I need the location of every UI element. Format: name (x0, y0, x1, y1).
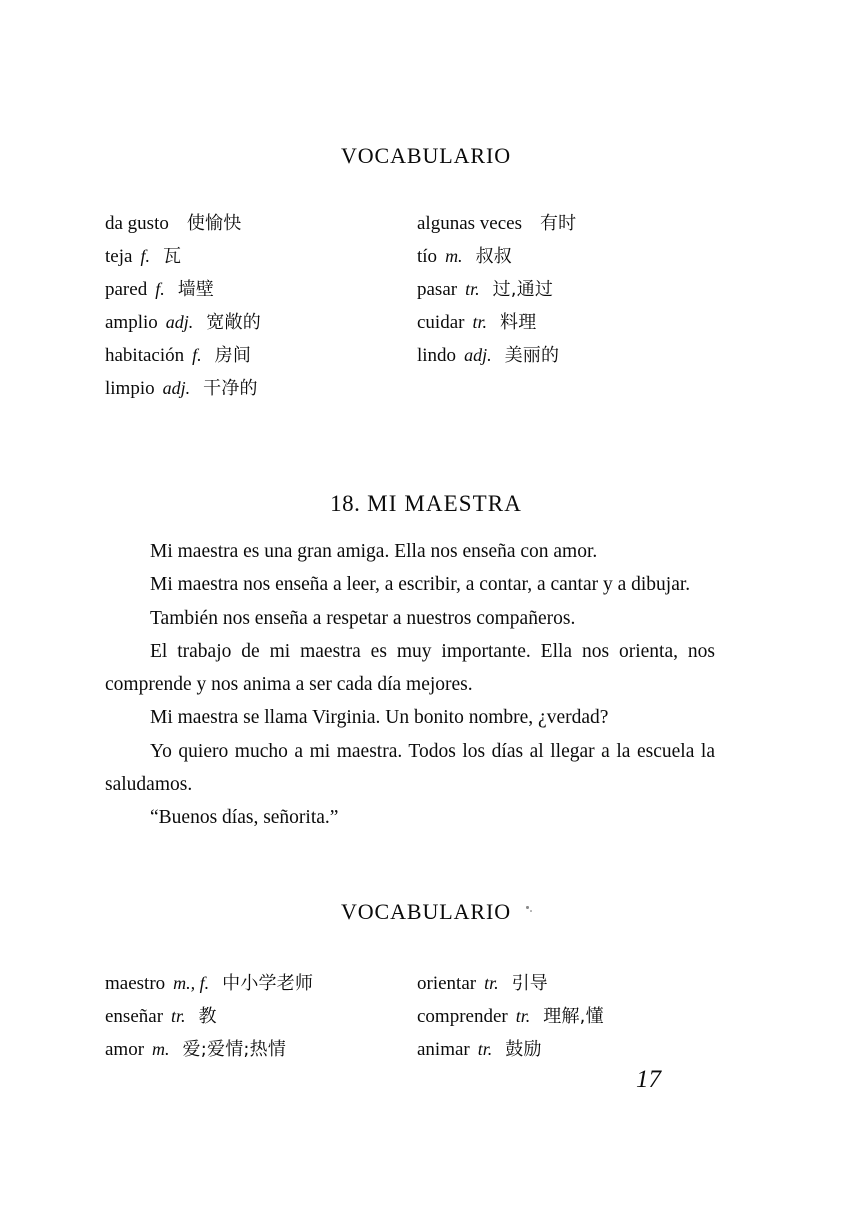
body-paragraph: Mi maestra es una gran amiga. Ella nos enseña con amor. (150, 541, 598, 562)
vocabulary-term: comprender (417, 1006, 508, 1027)
lesson-number: 18. (330, 491, 361, 516)
vocabulary-pos: tr. (472, 312, 487, 332)
vocabulary-pos: f. (192, 345, 202, 365)
vocabulary-term: da gusto (105, 213, 169, 234)
vocabulary-entry (417, 273, 755, 306)
vocabulary-top-section (105, 207, 755, 405)
vocabulary-term: orientar (417, 973, 477, 994)
vocabulary-pos: tr. (515, 1006, 531, 1026)
vocabulary-term: animar (417, 1039, 470, 1060)
vocabulary-pos: m. (152, 1039, 170, 1059)
body-paragraph: También nos enseña a respetar a nuestros compañeros. (150, 607, 576, 629)
vocabulary-gloss: 过,通过 (492, 279, 554, 300)
vocabulary-term: enseñar (105, 1006, 164, 1027)
scan-speck-icon (526, 906, 529, 909)
vocabulary-pos: m. (445, 246, 463, 266)
vocabulary-bottom-section (105, 967, 755, 1066)
vocabulary-gloss: 引导 (511, 973, 548, 994)
vocabulary-term: lindo (417, 345, 457, 366)
vocabulary-pos: adj. (165, 312, 194, 332)
vocabulary-gloss: 墙壁 (177, 279, 215, 300)
vocabulary-gloss: 中小学老师 (222, 973, 314, 994)
lesson-title (0, 491, 852, 517)
vocabulary-pos: tr. (484, 973, 499, 993)
vocabulary-term: pared (105, 279, 148, 300)
vocabulary-entry (105, 1000, 417, 1033)
vocabulary-entry (105, 967, 417, 1000)
vocabulary-gloss: 干净的 (203, 378, 258, 399)
vocabulary-top-right-column (417, 207, 755, 405)
vocabulary-entry (105, 240, 417, 273)
vocabulary-entry (417, 967, 755, 1000)
vocabulary-gloss: 理解,懂 (543, 1006, 604, 1027)
vocabulary-entry (105, 339, 417, 372)
vocabulary-top-left-column (105, 207, 417, 405)
vocabulary-gloss: 料理 (500, 312, 537, 333)
vocabulary-term: algunas veces (417, 213, 522, 234)
vocabulary-gloss: 有时 (539, 213, 577, 234)
vocabulary-gloss: 瓦 (162, 246, 182, 267)
vocabulary-entry (417, 1033, 755, 1066)
vocabulary-gloss: 教 (198, 1006, 217, 1027)
body-paragraph: Mi maestra nos enseña a leer, a escribir, a contar, a cantar y a dibujar. (150, 574, 691, 596)
vocabulary-gloss: 房间 (214, 345, 252, 366)
vocabulary-entry (417, 306, 755, 339)
vocabulary-gloss: 鼓励 (505, 1039, 542, 1060)
vocabulary-entry (105, 1033, 417, 1066)
vocabulary-gloss: 宽敞的 (206, 312, 261, 333)
vocabulary-entry (417, 207, 755, 240)
vocabulary-term: cuidar (417, 312, 465, 333)
vocabulary-bottom-heading: VOCABULARIO (340, 899, 511, 924)
vocabulary-pos: m., f. (173, 973, 210, 993)
vocabulary-term: pasar (417, 279, 458, 300)
lesson-title-text: MI MAESTRA (367, 491, 522, 516)
vocabulary-entry (417, 240, 755, 273)
body-paragraph: El trabajo de mi maestra es muy importante. Ella nos orienta, nos comprende y nos anima a ser cada día mejores. (105, 640, 715, 696)
vocabulary-gloss: 使愉快 (186, 213, 242, 234)
lesson-body (105, 535, 715, 835)
body-paragraph: Mi maestra se llama Virginia. Un bonito nombre, ¿verdad? (150, 707, 609, 729)
vocabulary-gloss: 叔叔 (475, 246, 512, 267)
vocabulary-term: habitación (105, 345, 185, 366)
vocabulary-bottom-left-column (105, 967, 417, 1066)
vocabulary-gloss: 美丽的 (504, 345, 560, 366)
scan-speck-icon (530, 910, 532, 912)
vocabulary-pos: f. (140, 246, 150, 266)
vocabulary-pos: tr. (465, 279, 480, 299)
vocabulary-term: tío (417, 246, 438, 267)
vocabulary-term: teja (105, 246, 133, 267)
vocabulary-entry (105, 207, 417, 240)
vocabulary-entry (105, 273, 417, 306)
vocabulary-gloss: 爱;爱情;热情 (182, 1039, 287, 1060)
vocabulary-pos: tr. (477, 1039, 493, 1059)
vocabulary-term: amor (105, 1039, 145, 1060)
vocabulary-bottom-right-column (417, 967, 755, 1066)
vocabulary-term: amplio (105, 312, 158, 333)
vocabulary-entry (417, 339, 755, 372)
body-paragraph: Yo quiero mucho a mi maestra. Todos los días al llegar a la escuela la saludamos. (105, 740, 715, 796)
vocabulary-pos: f. (155, 279, 165, 299)
vocabulary-pos: adj. (162, 378, 191, 398)
vocabulary-term: maestro (105, 973, 166, 994)
page-number: 17 (636, 1066, 661, 1093)
vocabulary-entry (417, 1000, 755, 1033)
vocabulary-top-heading: VOCABULARIO (340, 143, 511, 168)
vocabulary-pos: adj. (464, 345, 492, 365)
body-paragraph-quote: “Buenos días, señorita.” (150, 807, 339, 829)
vocabulary-term: limpio (105, 378, 155, 399)
vocabulary-entry (105, 306, 417, 339)
vocabulary-pos: tr. (171, 1006, 186, 1026)
vocabulary-entry (105, 372, 417, 405)
